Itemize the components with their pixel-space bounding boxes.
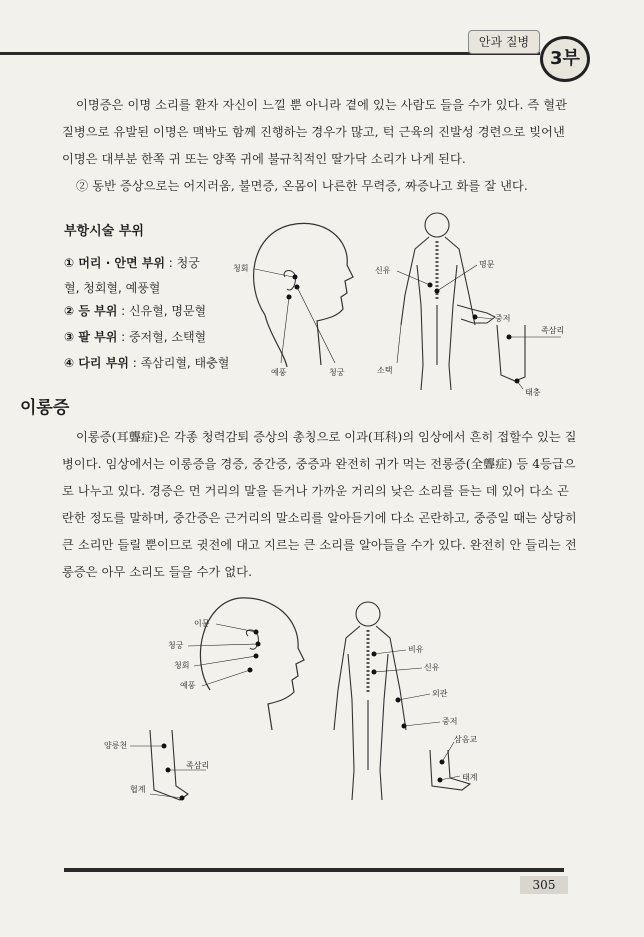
treatment-item-label: ② 등 부위 (64, 304, 118, 318)
treatment-item-value: : 청궁혈, 청회혈, 예풍혈 (64, 256, 200, 295)
hand-outline (457, 305, 495, 323)
fig2-label-oegwan: 외관 (432, 689, 448, 698)
fig1-label-cheonghoe: 청회 (233, 264, 249, 273)
body-outline (334, 626, 406, 800)
foot-outline-right (430, 750, 470, 790)
acupoint-figure-1 (225, 205, 585, 395)
fig2-label-hyeopgye: 협계 (130, 785, 146, 794)
deafness-heading: 이롱증 (20, 398, 70, 418)
acupoint-figure-2 (104, 590, 480, 810)
fig2-label-yangneungcheon: 양릉천 (104, 741, 128, 750)
body-outline (401, 237, 475, 390)
leg-outline-left (150, 730, 188, 800)
fig2-label-joksamni: 족삼리 (186, 761, 210, 770)
fig2-label-cheonggung: 청궁 (168, 641, 184, 650)
fig2-label-jungjeo: 중저 (442, 717, 458, 726)
intro-paragraph-2: ② 동반 증상으로는 어지러움, 불면증, 온몸이 나른한 무력증, 짜증나고 화를 잘 낸다. (76, 179, 528, 193)
treatment-item-head (64, 251, 214, 301)
treatment-heading: 부항시술 부위 (64, 224, 144, 239)
fig2-label-sinyu: 신유 (424, 663, 440, 672)
leg-outline (497, 325, 525, 381)
fig2-label-sameumgyo: 삼음교 (454, 735, 478, 744)
fig1-label-yepung: 예풍 (271, 368, 287, 377)
deafness-paragraph: 이롱증(耳聾症)은 각종 청력감퇴 증상의 총칭으로 이과(耳科)의 임상에서 흔히 접할수 있는 질병이다. 임상에서는 이롱증을 경증, 중간증, 중증과 완전히 귀가 먹는 전롱증(全聾症) 등 4등급으로 나누고 있다. 경증은 먼 거리의 말을 듣거나 가까운 거리의 낮은 소리를 듣는 데 있어 다소 곤란한 정도를 말하며, 중간증은 근거리의 말소리를 알아듣기에 다소 곤란하고, 중증일 때는 상당히 큰 소리만 들릴 뿐이므로 귓전에 대고 지르는 큰 소리를 알아들을 수가 있다. 완전히 안 들리는 전롱증은 아무 소리도 들을 수가 없다. (62, 430, 577, 579)
treatment-item-label: ① 머리 · 안면 부위 (64, 256, 165, 270)
chapter-label: 안과 질병 (468, 30, 540, 54)
fig1-label-sinyu: 신유 (375, 266, 391, 275)
fig1-label-myeongmun: 명문 (479, 260, 495, 269)
fig1-label-joksamni: 족삼리 (541, 326, 565, 335)
fig2-label-imun: 이문 (194, 619, 210, 628)
head-outline (200, 598, 304, 730)
fig2-label-cheonghoe: 청회 (174, 661, 190, 670)
fig1-label-jungjeo: 중저 (495, 314, 511, 323)
footer-rule (64, 868, 564, 872)
fig2-label-taegye: 태계 (462, 773, 478, 782)
treatment-item-value: : 중저혈, 소택혈 (117, 330, 207, 344)
treatment-item-leg (64, 354, 229, 371)
page-number: 305 (520, 876, 568, 894)
fig2-label-yepung: 예풍 (180, 681, 196, 690)
fig1-label-sotaek: 소택 (377, 366, 393, 375)
ear (284, 271, 295, 291)
fig2-label-biyu: 비유 (408, 645, 424, 654)
treatment-item-label: ③ 팔 부위 (64, 330, 118, 344)
treatment-item-value: : 신유혈, 명문혈 (117, 304, 207, 318)
treatment-item-value: : 족삼리혈, 태충혈 (128, 356, 230, 370)
part-badge: 3부 (540, 36, 590, 82)
fig1-label-taechung: 태충 (525, 388, 541, 397)
treatment-item-label: ④ 다리 부위 (64, 356, 129, 370)
treatment-item-arm (64, 328, 206, 345)
intro-paragraph-1: 이명증은 이명 소리를 환자 자신이 느낄 뿐 아니라 곁에 있는 사람도 들을 수가 있다. 즉 혈관질병으로 유발된 이명은 맥박도 함께 진행하는 경우가 많고, 턱 근육의 진발성 경련으로 빚어낸 이명은 대부분 한쪽 귀 또는 양쪽 귀에 불규칙적인 딸가닥 소리가 나게 된다. (62, 98, 568, 166)
fig1-label-cheonggung: 청궁 (329, 368, 345, 377)
treatment-item-back (64, 302, 206, 319)
head-outline (254, 223, 353, 365)
header-rule (0, 52, 540, 55)
